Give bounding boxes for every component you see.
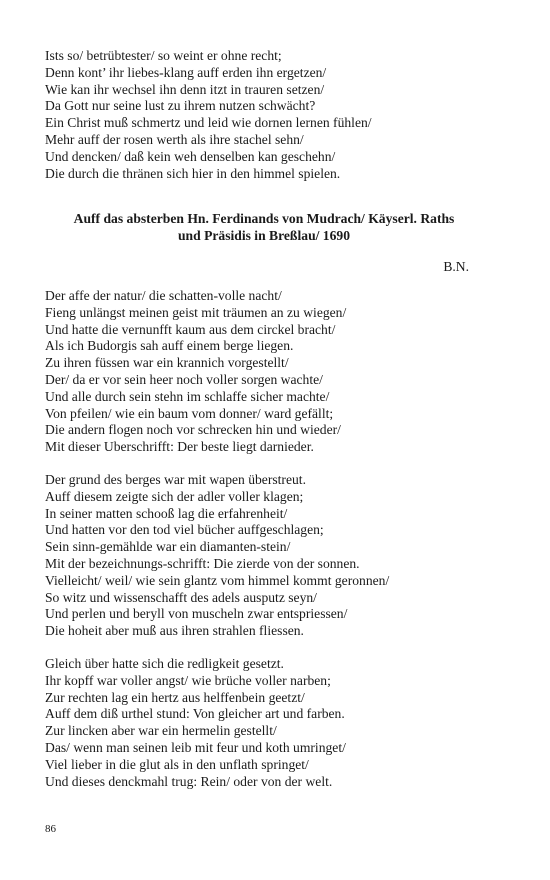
verse-line: Gleich über hatte sich die redligkeit gesetzt. bbox=[45, 656, 284, 671]
verse-line: Auff dem diß urthel stund: Von gleicher art und farben. bbox=[45, 706, 345, 722]
verse-line: Der affe der natur/ die schatten-volle nacht/ bbox=[45, 288, 282, 303]
verse-line: Ein Christ muß schmertz und leid wie dornen lernen fühlen/ bbox=[45, 115, 372, 131]
poem-title bbox=[40, 210, 488, 244]
verse-line: Mit dieser Uberschrifft: Der beste liegt darnieder. bbox=[45, 439, 314, 455]
poem-stanza-1 bbox=[45, 288, 485, 456]
verse-line: Und hatten vor den tod viel bücher auffgeschlagen; bbox=[45, 522, 324, 538]
verse-line: Die andern flogen noch vor schrecken hin und wieder/ bbox=[45, 422, 341, 438]
verse-line: Denn kont’ ihr liebes-klang auff erden ihn ergetzen/ bbox=[45, 64, 327, 80]
author-initials: B.N. bbox=[443, 259, 469, 274]
verse-line: Vielleicht/ weil/ wie sein glantz vom himmel kommt geronnen/ bbox=[45, 572, 390, 588]
verse-line: Und perlen und beryll von muscheln zwar entspriessen/ bbox=[45, 606, 348, 622]
verse-line: Mehr auff der rosen werth als ihre stachel sehn/ bbox=[45, 131, 304, 147]
verse-line: Sein sinn-gemählde war ein diamanten-stein/ bbox=[45, 539, 291, 555]
verse-line: Auff diesem zeigte sich der adler voller klagen; bbox=[45, 488, 304, 504]
verse-line: Wie kan ihr wechsel ihn denn itzt in trauren setzen/ bbox=[45, 81, 325, 97]
verse-line: So witz und wissenschafft des adels ausputz seyn/ bbox=[45, 589, 317, 605]
poem-title-line-2: und Präsidis in Breßlau/ 1690 bbox=[178, 228, 350, 243]
verse-line: Der/ da er vor sein heer noch voller sorgen wachte/ bbox=[45, 371, 323, 387]
verse-line: Das/ wenn man seinen leib mit feur und koth umringet/ bbox=[45, 739, 346, 755]
verse-line: In seiner matten schooß lag die erfahrenheit/ bbox=[45, 505, 288, 521]
verse-line: Fieng unlängst meinen geist mit träumen an zu wiegen/ bbox=[45, 304, 347, 320]
verse-line: Viel lieber in die glut als in den unflath springet/ bbox=[45, 756, 309, 772]
poem-stanza-closing bbox=[45, 48, 485, 182]
verse-line: Da Gott nur seine lust zu ihrem nutzen schwächt? bbox=[45, 98, 316, 114]
poem-stanza-2 bbox=[45, 472, 485, 640]
verse-line: Die durch die thränen sich hier in den himmel spielen. bbox=[45, 165, 341, 181]
verse-line: Ihr kopff war voller angst/ wie brüche voller narben; bbox=[45, 672, 331, 688]
verse-line: Die hoheit aber muß aus ihren strahlen fliessen. bbox=[45, 623, 304, 639]
verse-line: Zu ihren füssen war ein krannich vorgestellt/ bbox=[45, 355, 289, 371]
verse-line: Und dencken/ daß kein weh denselben kan geschehn/ bbox=[45, 148, 336, 164]
verse-line: Als ich Budorgis sah auff einem berge liegen. bbox=[45, 338, 294, 354]
verse-line: Ists so/ betrübtester/ so weint er ohne recht; bbox=[45, 48, 282, 63]
verse-line: Der grund des berges war mit wapen überstreut. bbox=[45, 472, 306, 487]
poem-title-line-1: Auff das absterben Hn. Ferdinands von Mudrach/ Käyserl. Raths bbox=[73, 211, 455, 226]
page-number: 86 bbox=[45, 823, 56, 835]
verse-line: Und alle durch sein stehn im schlaffe sicher machte/ bbox=[45, 388, 330, 404]
poem-stanza-3 bbox=[45, 656, 485, 790]
verse-line: Zur lincken aber war ein hermelin gestellt/ bbox=[45, 723, 277, 739]
verse-line: Und hatte die vernunfft kaum aus dem circkel bracht/ bbox=[45, 321, 336, 337]
verse-line: Von pfeilen/ wie ein baum vom donner/ ward gefällt; bbox=[45, 405, 334, 421]
verse-line: Und dieses denckmahl trug: Rein/ oder von der welt. bbox=[45, 773, 333, 789]
verse-line: Zur rechten lag ein hertz aus helffenbein geetzt/ bbox=[45, 689, 305, 705]
verse-line: Mit der bezeichnungs-schrifft: Die zierde von der sonnen. bbox=[45, 555, 360, 571]
